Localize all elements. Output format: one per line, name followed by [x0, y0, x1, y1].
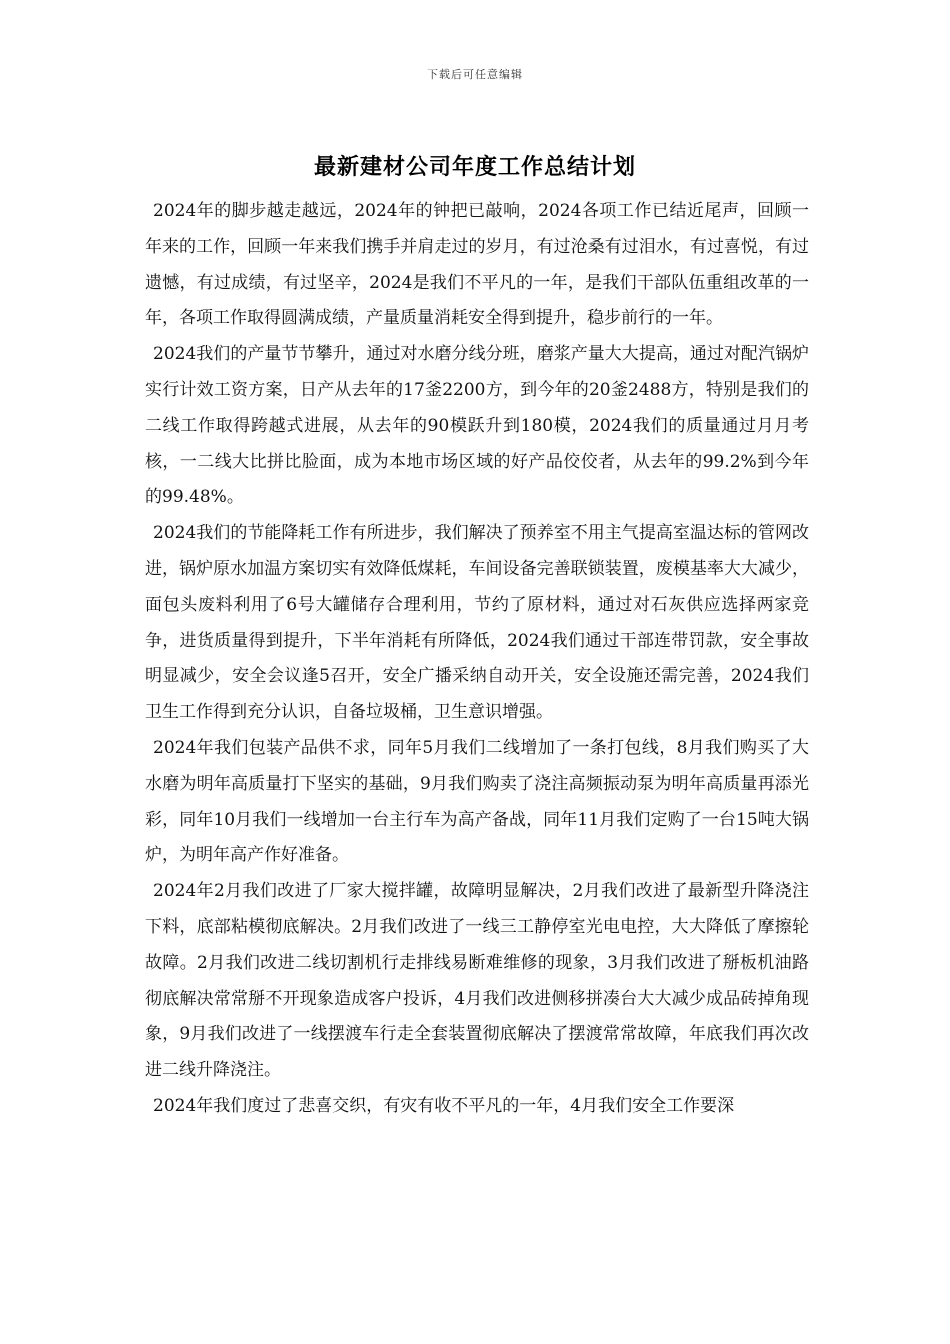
- document-body: [145, 194, 809, 1125]
- paragraph: 2024年2月我们改进了厂家大搅拌罐，故障明显解决，2月我们改进了最新型升降浇注下料，底部粘模彻底解决。2月我们改进了一线三工静停室光电电控，大大降低了摩擦轮故障。2月我们改进二线切割机行走排线易断难维修的现象，3月我们改进了掰板机油路彻底解决常常掰不开现象造成客户投诉，4月我们改进侧移拼凑台大大减少成品砖掉角现象，9月我们改进了一线摆渡车行走全套装置彻底解决了摆渡常常故障，年底我们再次改进二线升降浇注。: [145, 881, 809, 1081]
- paragraph: 2024年我们度过了悲喜交织，有灾有收不平凡的一年，4月我们安全工作要深: [153, 1095, 735, 1116]
- paragraph: 2024年我们包装产品供不求，同年5月我们二线增加了一条打包线，8月我们购买了大水磨为明年高质量打下坚实的基础，9月我们购卖了浇注高频振动泵为明年高质量再添光彩，同年10月我们一线增加一台主行车为高产备战，同年11月我们定购了一台15吨大锅炉，为明年高产作好准备。: [145, 737, 809, 866]
- paragraph: 2024我们的节能降耗工作有所进步，我们解决了预养室不用主气提高室温达标的管网改进，锅炉原水加温方案切实有效降低煤耗，车间设备完善联锁装置，废模基率大大减少，面包头废料利用了6号大罐储存合理利用，节约了原材料，通过对石灰供应选择两家竞争，进货质量得到提升，下半年消耗有所降低，2024我们通过干部连带罚款，安全事故明显减少，安全会议逢5召开，安全广播采纳自动开关，安全设施还需完善，2024我们卫生工作得到充分认识，自备垃圾桶，卫生意识增强。: [145, 523, 809, 723]
- paragraph: 2024我们的产量节节攀升，通过对水磨分线分班，磨浆产量大大提高，通过对配汽锅炉实行计效工资方案，日产从去年的17釜2200方，到今年的20釜2488方，特别是我们的二线工作取得跨越式进展，从去年的90模跃升到180模，2024我们的质量通过月月考核，一二线大比拼比脸面，成为本地市场区域的好产品佼佼者，从去年的99.2%到今年的99.48%。: [145, 344, 809, 508]
- header-note: 下载后可任意编辑: [427, 68, 523, 81]
- paragraph: 2024年的脚步越走越远，2024年的钟把已敲响，2024各项工作已结近尾声，回顾一年来的工作，回顾一年来我们携手并肩走过的岁月，有过沧桑有过泪水，有过喜悦，有过遗憾，有过成绩，有过坚辛，2024是我们不平凡的一年，是我们干部队伍重组改革的一年，各项工作取得圆满成绩，产量质量消耗安全得到提升，稳步前行的一年。: [145, 201, 809, 329]
- document-title: 最新建材公司年度工作总结计划: [313, 154, 636, 180]
